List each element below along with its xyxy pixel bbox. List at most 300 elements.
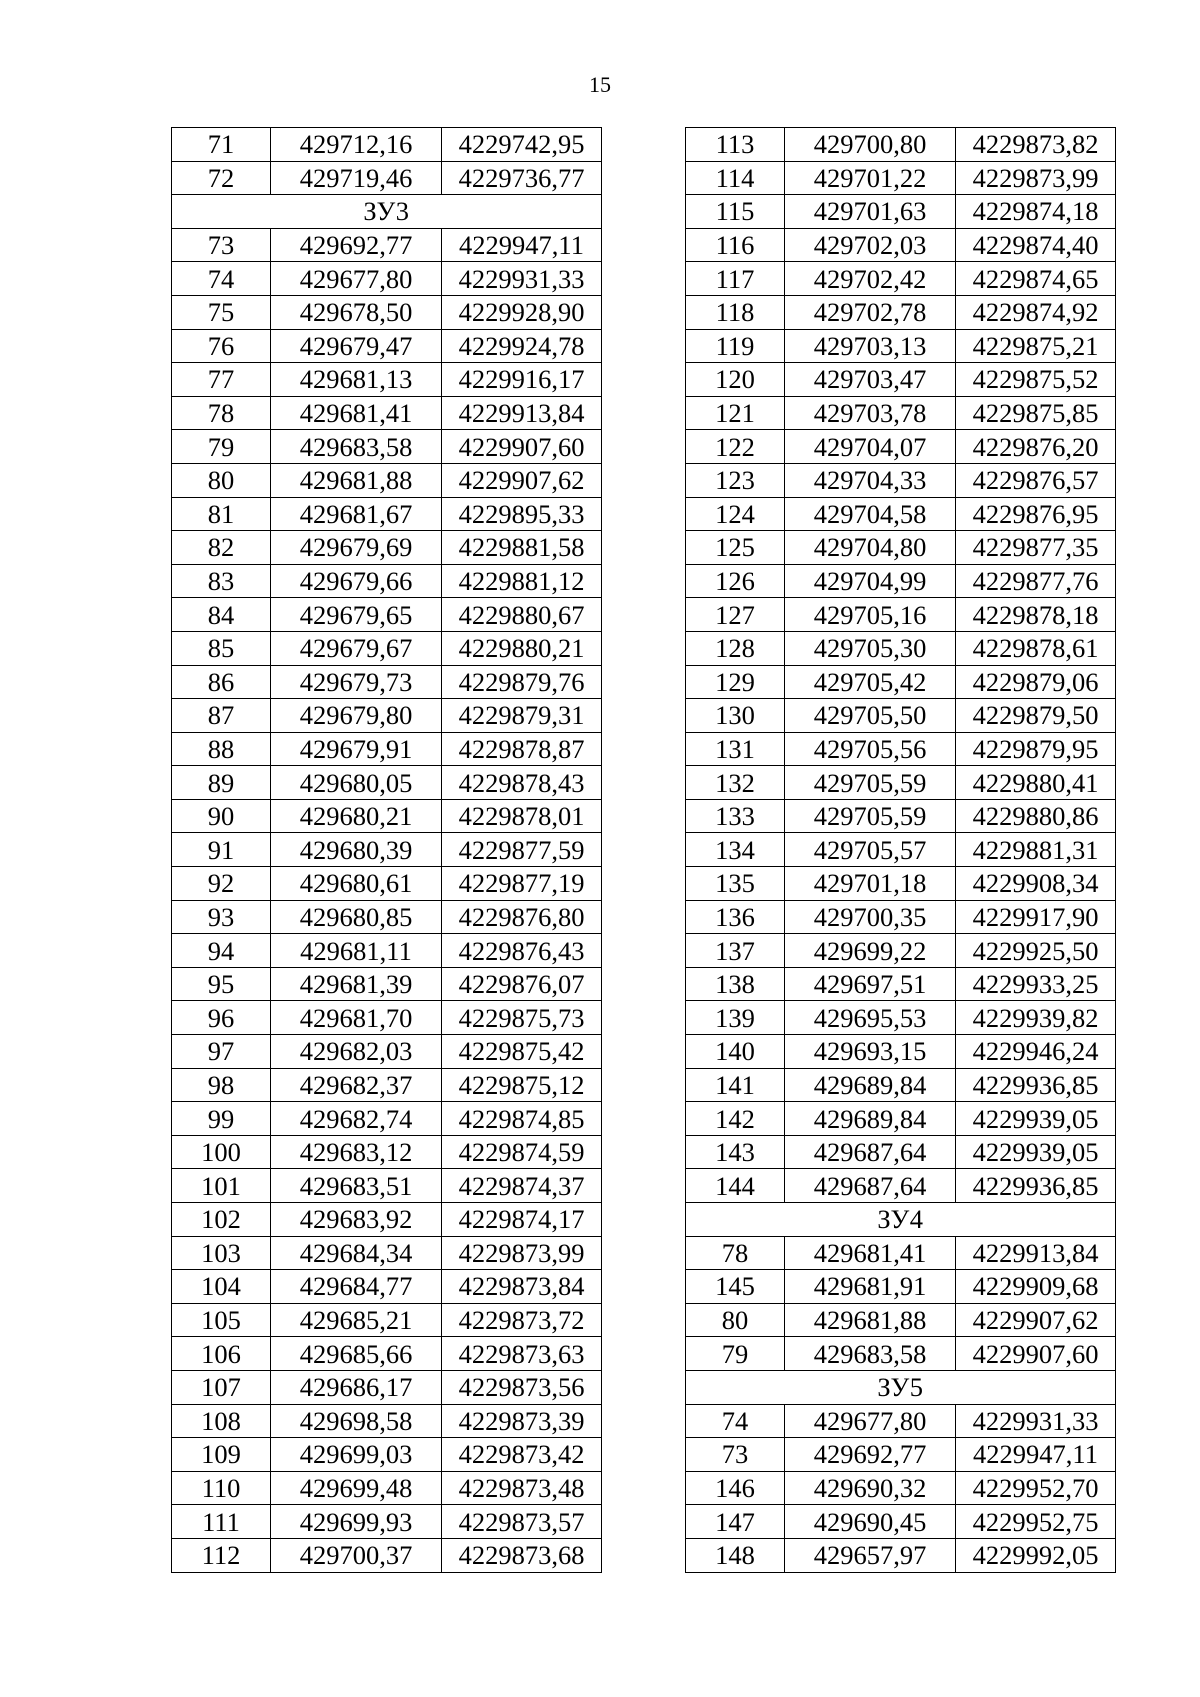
table-row [686,1035,1116,1069]
table-row [172,396,602,430]
table-row [686,1538,1116,1572]
x-coordinate-cell: 429680,61 [271,867,442,901]
point-number-cell: 80 [172,463,271,497]
point-number-cell: 124 [686,497,785,531]
point-number-cell: 90 [172,799,271,833]
point-number-cell: 104 [172,1270,271,1304]
y-coordinate-cell: 4229936,85 [956,1169,1116,1203]
y-coordinate-cell: 4229880,41 [956,766,1116,800]
y-coordinate-cell: 4229875,73 [442,1001,602,1035]
x-coordinate-cell: 429698,58 [271,1404,442,1438]
y-coordinate-cell: 4229879,95 [956,732,1116,766]
point-number-cell: 77 [172,363,271,397]
table-row [172,1337,602,1371]
table-row [172,1538,602,1572]
y-coordinate-cell: 4229877,19 [442,867,602,901]
x-coordinate-cell: 429677,80 [271,262,442,296]
y-coordinate-cell: 4229909,68 [956,1270,1116,1304]
y-coordinate-cell: 4229880,21 [442,631,602,665]
y-coordinate-cell: 4229873,63 [442,1337,602,1371]
x-coordinate-cell: 429703,47 [785,363,956,397]
point-number-cell: 74 [172,262,271,296]
y-coordinate-cell: 4229907,62 [956,1303,1116,1337]
point-number-cell: 73 [172,228,271,262]
x-coordinate-cell: 429683,12 [271,1135,442,1169]
table-row [172,1438,602,1472]
y-coordinate-cell: 4229917,90 [956,900,1116,934]
table-row [686,396,1116,430]
x-coordinate-cell: 429683,58 [271,430,442,464]
point-number-cell: 101 [172,1169,271,1203]
x-coordinate-cell: 429705,42 [785,665,956,699]
table-row [172,430,602,464]
point-number-cell: 78 [172,396,271,430]
table-row [686,195,1116,229]
x-coordinate-cell: 429703,78 [785,396,956,430]
x-coordinate-cell: 429701,22 [785,161,956,195]
point-number-cell: 93 [172,900,271,934]
table-row [686,329,1116,363]
y-coordinate-cell: 4229931,33 [956,1404,1116,1438]
y-coordinate-cell: 4229878,43 [442,766,602,800]
x-coordinate-cell: 429683,58 [785,1337,956,1371]
table-row [686,1303,1116,1337]
y-coordinate-cell: 4229992,05 [956,1538,1116,1572]
section-header-row [172,195,602,229]
table-row [686,161,1116,195]
x-coordinate-cell: 429681,70 [271,1001,442,1035]
table-row [686,799,1116,833]
table-row [686,430,1116,464]
point-number-cell: 97 [172,1035,271,1069]
table-row [686,631,1116,665]
x-coordinate-cell: 429702,42 [785,262,956,296]
point-number-cell: 134 [686,833,785,867]
table-row [172,1404,602,1438]
table-row [172,531,602,565]
x-coordinate-cell: 429700,35 [785,900,956,934]
y-coordinate-cell: 4229877,59 [442,833,602,867]
x-coordinate-cell: 429697,51 [785,967,956,1001]
table-row [172,1505,602,1539]
y-coordinate-cell: 4229873,48 [442,1471,602,1505]
point-number-cell: 83 [172,564,271,598]
point-number-cell: 119 [686,329,785,363]
point-number-cell: 103 [172,1236,271,1270]
point-number-cell: 125 [686,531,785,565]
table-row [172,1035,602,1069]
y-coordinate-cell: 4229880,67 [442,598,602,632]
table-row [686,363,1116,397]
y-coordinate-cell: 4229873,99 [442,1236,602,1270]
table-row [686,967,1116,1001]
x-coordinate-cell: 429687,64 [785,1169,956,1203]
y-coordinate-cell: 4229876,95 [956,497,1116,531]
x-coordinate-cell: 429701,63 [785,195,956,229]
y-coordinate-cell: 4229895,33 [442,497,602,531]
x-coordinate-cell: 429681,13 [271,363,442,397]
x-coordinate-cell: 429705,59 [785,799,956,833]
table-row [172,665,602,699]
y-coordinate-cell: 4229873,82 [956,128,1116,162]
point-number-cell: 111 [172,1505,271,1539]
y-coordinate-cell: 4229877,35 [956,531,1116,565]
point-number-cell: 81 [172,497,271,531]
section-header-row [686,1370,1116,1404]
table-row [686,867,1116,901]
y-coordinate-cell: 4229873,84 [442,1270,602,1304]
table-row [686,900,1116,934]
y-coordinate-cell: 4229916,17 [442,363,602,397]
y-coordinate-cell: 4229913,84 [442,396,602,430]
point-number-cell: 116 [686,228,785,262]
table-row [172,766,602,800]
table-row [172,463,602,497]
table-row [172,598,602,632]
point-number-cell: 120 [686,363,785,397]
y-coordinate-cell: 4229736,77 [442,161,602,195]
point-number-cell: 118 [686,295,785,329]
table-row [172,631,602,665]
x-coordinate-cell: 429684,34 [271,1236,442,1270]
y-coordinate-cell: 4229873,42 [442,1438,602,1472]
table-row [172,1236,602,1270]
point-number-cell: 85 [172,631,271,665]
point-number-cell: 76 [172,329,271,363]
y-coordinate-cell: 4229878,87 [442,732,602,766]
x-coordinate-cell: 429681,88 [271,463,442,497]
y-coordinate-cell: 4229876,43 [442,934,602,968]
table-row [686,732,1116,766]
y-coordinate-cell: 4229881,12 [442,564,602,598]
y-coordinate-cell: 4229952,70 [956,1471,1116,1505]
table-row [172,1471,602,1505]
table-row [172,1270,602,1304]
x-coordinate-cell: 429719,46 [271,161,442,195]
x-coordinate-cell: 429705,16 [785,598,956,632]
point-number-cell: 129 [686,665,785,699]
point-number-cell: 95 [172,967,271,1001]
x-coordinate-cell: 429693,15 [785,1035,956,1069]
point-number-cell: 137 [686,934,785,968]
table-row [686,833,1116,867]
y-coordinate-cell: 4229874,92 [956,295,1116,329]
point-number-cell: 94 [172,934,271,968]
point-number-cell: 100 [172,1135,271,1169]
x-coordinate-cell: 429695,53 [785,1001,956,1035]
table-row [686,531,1116,565]
table-row [172,867,602,901]
page-number: 15 [589,72,611,97]
point-number-cell: 96 [172,1001,271,1035]
y-coordinate-cell: 4229933,25 [956,967,1116,1001]
table-row [686,598,1116,632]
x-coordinate-cell: 429689,84 [785,1068,956,1102]
coordinates-table-right [685,127,1116,1573]
point-number-cell: 74 [686,1404,785,1438]
x-coordinate-cell: 429682,74 [271,1102,442,1136]
y-coordinate-cell: 4229908,34 [956,867,1116,901]
y-coordinate-cell: 4229873,99 [956,161,1116,195]
table-row [686,1001,1116,1035]
table-row [686,497,1116,531]
y-coordinate-cell: 4229907,60 [442,430,602,464]
y-coordinate-cell: 4229873,39 [442,1404,602,1438]
table-row [172,1370,602,1404]
point-number-cell: 79 [172,430,271,464]
point-number-cell: 91 [172,833,271,867]
y-coordinate-cell: 4229873,68 [442,1538,602,1572]
x-coordinate-cell: 429678,50 [271,295,442,329]
x-coordinate-cell: 429680,85 [271,900,442,934]
y-coordinate-cell: 4229881,58 [442,531,602,565]
y-coordinate-cell: 4229879,76 [442,665,602,699]
x-coordinate-cell: 429704,80 [785,531,956,565]
point-number-cell: 148 [686,1538,785,1572]
point-number-cell: 147 [686,1505,785,1539]
point-number-cell: 142 [686,1102,785,1136]
x-coordinate-cell: 429704,99 [785,564,956,598]
table-row [686,1404,1116,1438]
table-row [172,1001,602,1035]
y-coordinate-cell: 4229907,60 [956,1337,1116,1371]
y-coordinate-cell: 4229875,21 [956,329,1116,363]
x-coordinate-cell: 429705,30 [785,631,956,665]
point-number-cell: 78 [686,1236,785,1270]
x-coordinate-cell: 429679,91 [271,732,442,766]
table-row [686,934,1116,968]
point-number-cell: 136 [686,900,785,934]
y-coordinate-cell: 4229879,06 [956,665,1116,699]
x-coordinate-cell: 429679,66 [271,564,442,598]
y-coordinate-cell: 4229873,57 [442,1505,602,1539]
table-row [172,967,602,1001]
x-coordinate-cell: 429682,03 [271,1035,442,1069]
point-number-cell: 99 [172,1102,271,1136]
x-coordinate-cell: 429705,50 [785,699,956,733]
y-coordinate-cell: 4229876,07 [442,967,602,1001]
y-coordinate-cell: 4229939,82 [956,1001,1116,1035]
y-coordinate-cell: 4229874,37 [442,1169,602,1203]
table-row [686,699,1116,733]
point-number-cell: 117 [686,262,785,296]
point-number-cell: 112 [172,1538,271,1572]
point-number-cell: 123 [686,463,785,497]
x-coordinate-cell: 429705,56 [785,732,956,766]
table-row [172,295,602,329]
y-coordinate-cell: 4229873,72 [442,1303,602,1337]
table-row [172,262,602,296]
x-coordinate-cell: 429680,21 [271,799,442,833]
point-number-cell: 138 [686,967,785,1001]
y-coordinate-cell: 4229874,85 [442,1102,602,1136]
table-row [686,463,1116,497]
x-coordinate-cell: 429679,67 [271,631,442,665]
x-coordinate-cell: 429657,97 [785,1538,956,1572]
point-number-cell: 108 [172,1404,271,1438]
table-row [686,1102,1116,1136]
table-row [172,1169,602,1203]
y-coordinate-cell: 4229875,42 [442,1035,602,1069]
table-row [172,1203,602,1237]
point-number-cell: 145 [686,1270,785,1304]
table-row [686,1337,1116,1371]
point-number-cell: 131 [686,732,785,766]
x-coordinate-cell: 429683,51 [271,1169,442,1203]
y-coordinate-cell: 4229879,31 [442,699,602,733]
point-number-cell: 75 [172,295,271,329]
table-row [686,665,1116,699]
y-coordinate-cell: 4229875,12 [442,1068,602,1102]
y-coordinate-cell: 4229876,20 [956,430,1116,464]
x-coordinate-cell: 429677,80 [785,1404,956,1438]
x-coordinate-cell: 429681,11 [271,934,442,968]
point-number-cell: 72 [172,161,271,195]
point-number-cell: 115 [686,195,785,229]
x-coordinate-cell: 429701,18 [785,867,956,901]
point-number-cell: 89 [172,766,271,800]
y-coordinate-cell: 4229877,76 [956,564,1116,598]
x-coordinate-cell: 429681,41 [271,396,442,430]
y-coordinate-cell: 4229881,31 [956,833,1116,867]
y-coordinate-cell: 4229939,05 [956,1102,1116,1136]
point-number-cell: 88 [172,732,271,766]
y-coordinate-cell: 4229913,84 [956,1236,1116,1270]
table-row [686,262,1116,296]
table-row [172,799,602,833]
point-number-cell: 84 [172,598,271,632]
table-row [172,732,602,766]
x-coordinate-cell: 429679,80 [271,699,442,733]
point-number-cell: 139 [686,1001,785,1035]
table-row [686,766,1116,800]
point-number-cell: 130 [686,699,785,733]
y-coordinate-cell: 4229874,65 [956,262,1116,296]
point-number-cell: 141 [686,1068,785,1102]
x-coordinate-cell: 429679,47 [271,329,442,363]
y-coordinate-cell: 4229875,85 [956,396,1116,430]
y-coordinate-cell: 4229925,50 [956,934,1116,968]
section-header-row [686,1203,1116,1237]
table-row [686,564,1116,598]
table-row [172,1303,602,1337]
point-number-cell: 102 [172,1203,271,1237]
point-number-cell: 135 [686,867,785,901]
point-number-cell: 113 [686,128,785,162]
y-coordinate-cell: 4229874,18 [956,195,1116,229]
y-coordinate-cell: 4229879,50 [956,699,1116,733]
point-number-cell: 144 [686,1169,785,1203]
section-label: ЗУ3 [172,195,602,229]
table-row [172,900,602,934]
point-number-cell: 114 [686,161,785,195]
x-coordinate-cell: 429699,48 [271,1471,442,1505]
x-coordinate-cell: 429700,37 [271,1538,442,1572]
x-coordinate-cell: 429699,22 [785,934,956,968]
point-number-cell: 132 [686,766,785,800]
x-coordinate-cell: 429705,57 [785,833,956,867]
x-coordinate-cell: 429704,07 [785,430,956,464]
table-row [686,128,1116,162]
point-number-cell: 107 [172,1370,271,1404]
x-coordinate-cell: 429680,39 [271,833,442,867]
table-row [686,295,1116,329]
point-number-cell: 109 [172,1438,271,1472]
x-coordinate-cell: 429699,93 [271,1505,442,1539]
y-coordinate-cell: 4229928,90 [442,295,602,329]
point-number-cell: 86 [172,665,271,699]
y-coordinate-cell: 4229947,11 [956,1438,1116,1472]
table-row [172,934,602,968]
y-coordinate-cell: 4229876,80 [442,900,602,934]
x-coordinate-cell: 429679,65 [271,598,442,632]
y-coordinate-cell: 4229876,57 [956,463,1116,497]
point-number-cell: 126 [686,564,785,598]
y-coordinate-cell: 4229873,56 [442,1370,602,1404]
x-coordinate-cell: 429703,13 [785,329,956,363]
y-coordinate-cell: 4229939,05 [956,1135,1116,1169]
table-row [686,1505,1116,1539]
y-coordinate-cell: 4229936,85 [956,1068,1116,1102]
y-coordinate-cell: 4229875,52 [956,363,1116,397]
table-row [172,699,602,733]
x-coordinate-cell: 429690,32 [785,1471,956,1505]
point-number-cell: 133 [686,799,785,833]
table-row [172,564,602,598]
x-coordinate-cell: 429712,16 [271,128,442,162]
y-coordinate-cell: 4229878,18 [956,598,1116,632]
y-coordinate-cell: 4229878,61 [956,631,1116,665]
table-row [172,161,602,195]
point-number-cell: 106 [172,1337,271,1371]
table-row [172,1068,602,1102]
coordinates-table-left [171,127,602,1573]
x-coordinate-cell: 429682,37 [271,1068,442,1102]
y-coordinate-cell: 4229931,33 [442,262,602,296]
table-row [686,1135,1116,1169]
x-coordinate-cell: 429704,58 [785,497,956,531]
y-coordinate-cell: 4229952,75 [956,1505,1116,1539]
x-coordinate-cell: 429681,91 [785,1270,956,1304]
table-row [686,228,1116,262]
point-number-cell: 121 [686,396,785,430]
table-row [172,1102,602,1136]
table-row [686,1471,1116,1505]
y-coordinate-cell: 4229874,59 [442,1135,602,1169]
x-coordinate-cell: 429689,84 [785,1102,956,1136]
x-coordinate-cell: 429680,05 [271,766,442,800]
x-coordinate-cell: 429692,77 [271,228,442,262]
x-coordinate-cell: 429685,66 [271,1337,442,1371]
table-row [172,1135,602,1169]
y-coordinate-cell: 4229878,01 [442,799,602,833]
y-coordinate-cell: 4229880,86 [956,799,1116,833]
table-row [172,128,602,162]
table-row [172,363,602,397]
y-coordinate-cell: 4229907,62 [442,463,602,497]
point-number-cell: 79 [686,1337,785,1371]
table-row [686,1236,1116,1270]
y-coordinate-cell: 4229946,24 [956,1035,1116,1069]
x-coordinate-cell: 429699,03 [271,1438,442,1472]
table-row [172,833,602,867]
table-row [686,1438,1116,1472]
x-coordinate-cell: 429685,21 [271,1303,442,1337]
section-label: ЗУ4 [686,1203,1116,1237]
x-coordinate-cell: 429705,59 [785,766,956,800]
x-coordinate-cell: 429679,73 [271,665,442,699]
table-row [172,228,602,262]
